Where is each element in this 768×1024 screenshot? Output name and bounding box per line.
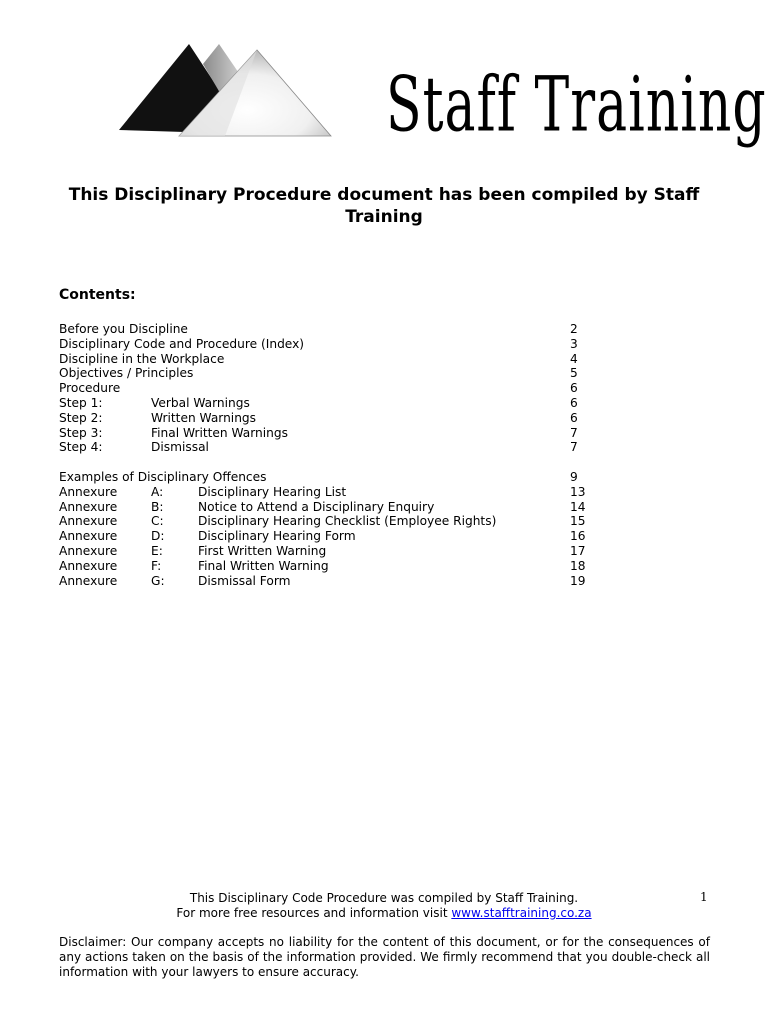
toc-entry-title: Procedure (59, 381, 121, 396)
toc-entry[interactable] (59, 440, 599, 455)
toc-entry[interactable] (59, 574, 599, 589)
contents-label: Contents: (59, 287, 136, 303)
toc-step-label: Step 2: (59, 410, 103, 425)
toc-entry-title: Disciplinary Hearing List (198, 484, 347, 499)
toc-page-number: 19 (570, 573, 586, 588)
toc-page-number: 7 (570, 440, 578, 455)
footer-credit: This Disciplinary Code Procedure was compiled by Staff Training. (189, 891, 579, 905)
logo-wordmark: Staff Training (386, 62, 767, 150)
toc-annexure-letter: A: (151, 484, 164, 499)
toc-entry[interactable] (59, 337, 599, 352)
toc-entry[interactable] (59, 322, 599, 337)
toc-page-number: 16 (570, 529, 586, 544)
toc-page-number: 4 (570, 351, 578, 366)
toc-page-number: 15 (570, 514, 586, 529)
table-of-contents-main (59, 322, 599, 455)
toc-entry[interactable] (59, 411, 599, 426)
toc-page-number: 18 (570, 558, 586, 573)
toc-entry-title: Objectives / Principles (59, 366, 194, 381)
toc-annexure-letter: E: (151, 543, 163, 558)
toc-entry-title: Final Written Warnings (151, 425, 288, 440)
toc-entry[interactable] (59, 529, 599, 544)
toc-entry[interactable] (59, 396, 599, 411)
toc-page-number: 9 (570, 470, 578, 484)
page-number: 1 (700, 890, 708, 904)
toc-entry-title: Discipline in the Workplace (59, 351, 225, 366)
toc-entry-title: Dismissal Form (198, 573, 291, 588)
toc-step-label: Step 4: (59, 440, 103, 455)
table-of-contents-annexures (59, 470, 599, 588)
toc-entry[interactable] (59, 544, 599, 559)
toc-entry[interactable] (59, 559, 599, 574)
toc-page-number: 3 (570, 336, 578, 351)
toc-entry[interactable] (59, 381, 599, 396)
disclaimer: Disclaimer: Our company accepts no liability for the content of this document, or for the consequences of any actions taken on the basis of the information provided. We firmly recommend that you double-check all information with your lawyers to ensure accuracy. (59, 935, 710, 979)
toc-entry[interactable] (59, 366, 599, 381)
toc-entry-title: Written Warnings (151, 410, 257, 425)
toc-page-number: 7 (570, 425, 578, 440)
toc-page-number: 5 (570, 366, 578, 381)
toc-step-label: Step 3: (59, 425, 103, 440)
toc-page-number: 17 (570, 543, 586, 558)
toc-annexure-label: Annexure (59, 499, 118, 514)
toc-annexure-label: Annexure (59, 543, 118, 558)
toc-entry[interactable] (59, 470, 599, 485)
toc-page-number: 2 (570, 322, 578, 336)
toc-annexure-letter: G: (151, 573, 165, 588)
toc-annexure-label: Annexure (59, 529, 118, 544)
toc-entry-title: First Written Warning (198, 543, 327, 558)
toc-page-number: 6 (570, 410, 578, 425)
mountain-logo-icon (115, 42, 335, 142)
toc-entry[interactable] (59, 485, 599, 500)
toc-entry[interactable] (59, 500, 599, 515)
footer-resources (0, 906, 768, 921)
toc-annexure-label: Annexure (59, 573, 118, 588)
toc-entry[interactable] (59, 352, 599, 367)
toc-entry-title: Dismissal (151, 440, 209, 455)
toc-entry-title: Verbal Warnings (151, 395, 250, 410)
toc-entry-title: Before you Discipline (59, 322, 188, 336)
toc-annexure-letter: C: (151, 514, 164, 529)
toc-annexure-label: Annexure (59, 558, 118, 573)
footer-resources-text: For more free resources and information visit (176, 906, 452, 920)
toc-entry-title: Disciplinary Code and Procedure (Index) (59, 336, 305, 351)
toc-entry[interactable] (59, 514, 599, 529)
toc-annexure-letter: F: (151, 558, 162, 573)
toc-annexure-letter: B: (151, 499, 164, 514)
document-heading: This Disciplinary Procedure document has been compiled by Staff Training (68, 185, 700, 227)
toc-entry-title: Notice to Attend a Disciplinary Enquiry (198, 499, 435, 514)
toc-entry-title: Examples of Disciplinary Offences (59, 470, 267, 484)
toc-entry-title: Disciplinary Hearing Form (198, 529, 356, 544)
toc-annexure-letter: D: (151, 529, 165, 544)
toc-entry[interactable] (59, 426, 599, 441)
website-link[interactable]: www.stafftraining.co.za (451, 906, 592, 920)
toc-entry-title: Final Written Warning (198, 558, 329, 573)
toc-annexure-label: Annexure (59, 514, 118, 529)
toc-page-number: 6 (570, 395, 578, 410)
toc-page-number: 14 (570, 499, 586, 514)
toc-page-number: 13 (570, 484, 586, 499)
toc-annexure-label: Annexure (59, 484, 118, 499)
toc-step-label: Step 1: (59, 395, 103, 410)
toc-entry-title: Disciplinary Hearing Checklist (Employee Rights) (198, 514, 497, 529)
toc-page-number: 6 (570, 381, 578, 396)
